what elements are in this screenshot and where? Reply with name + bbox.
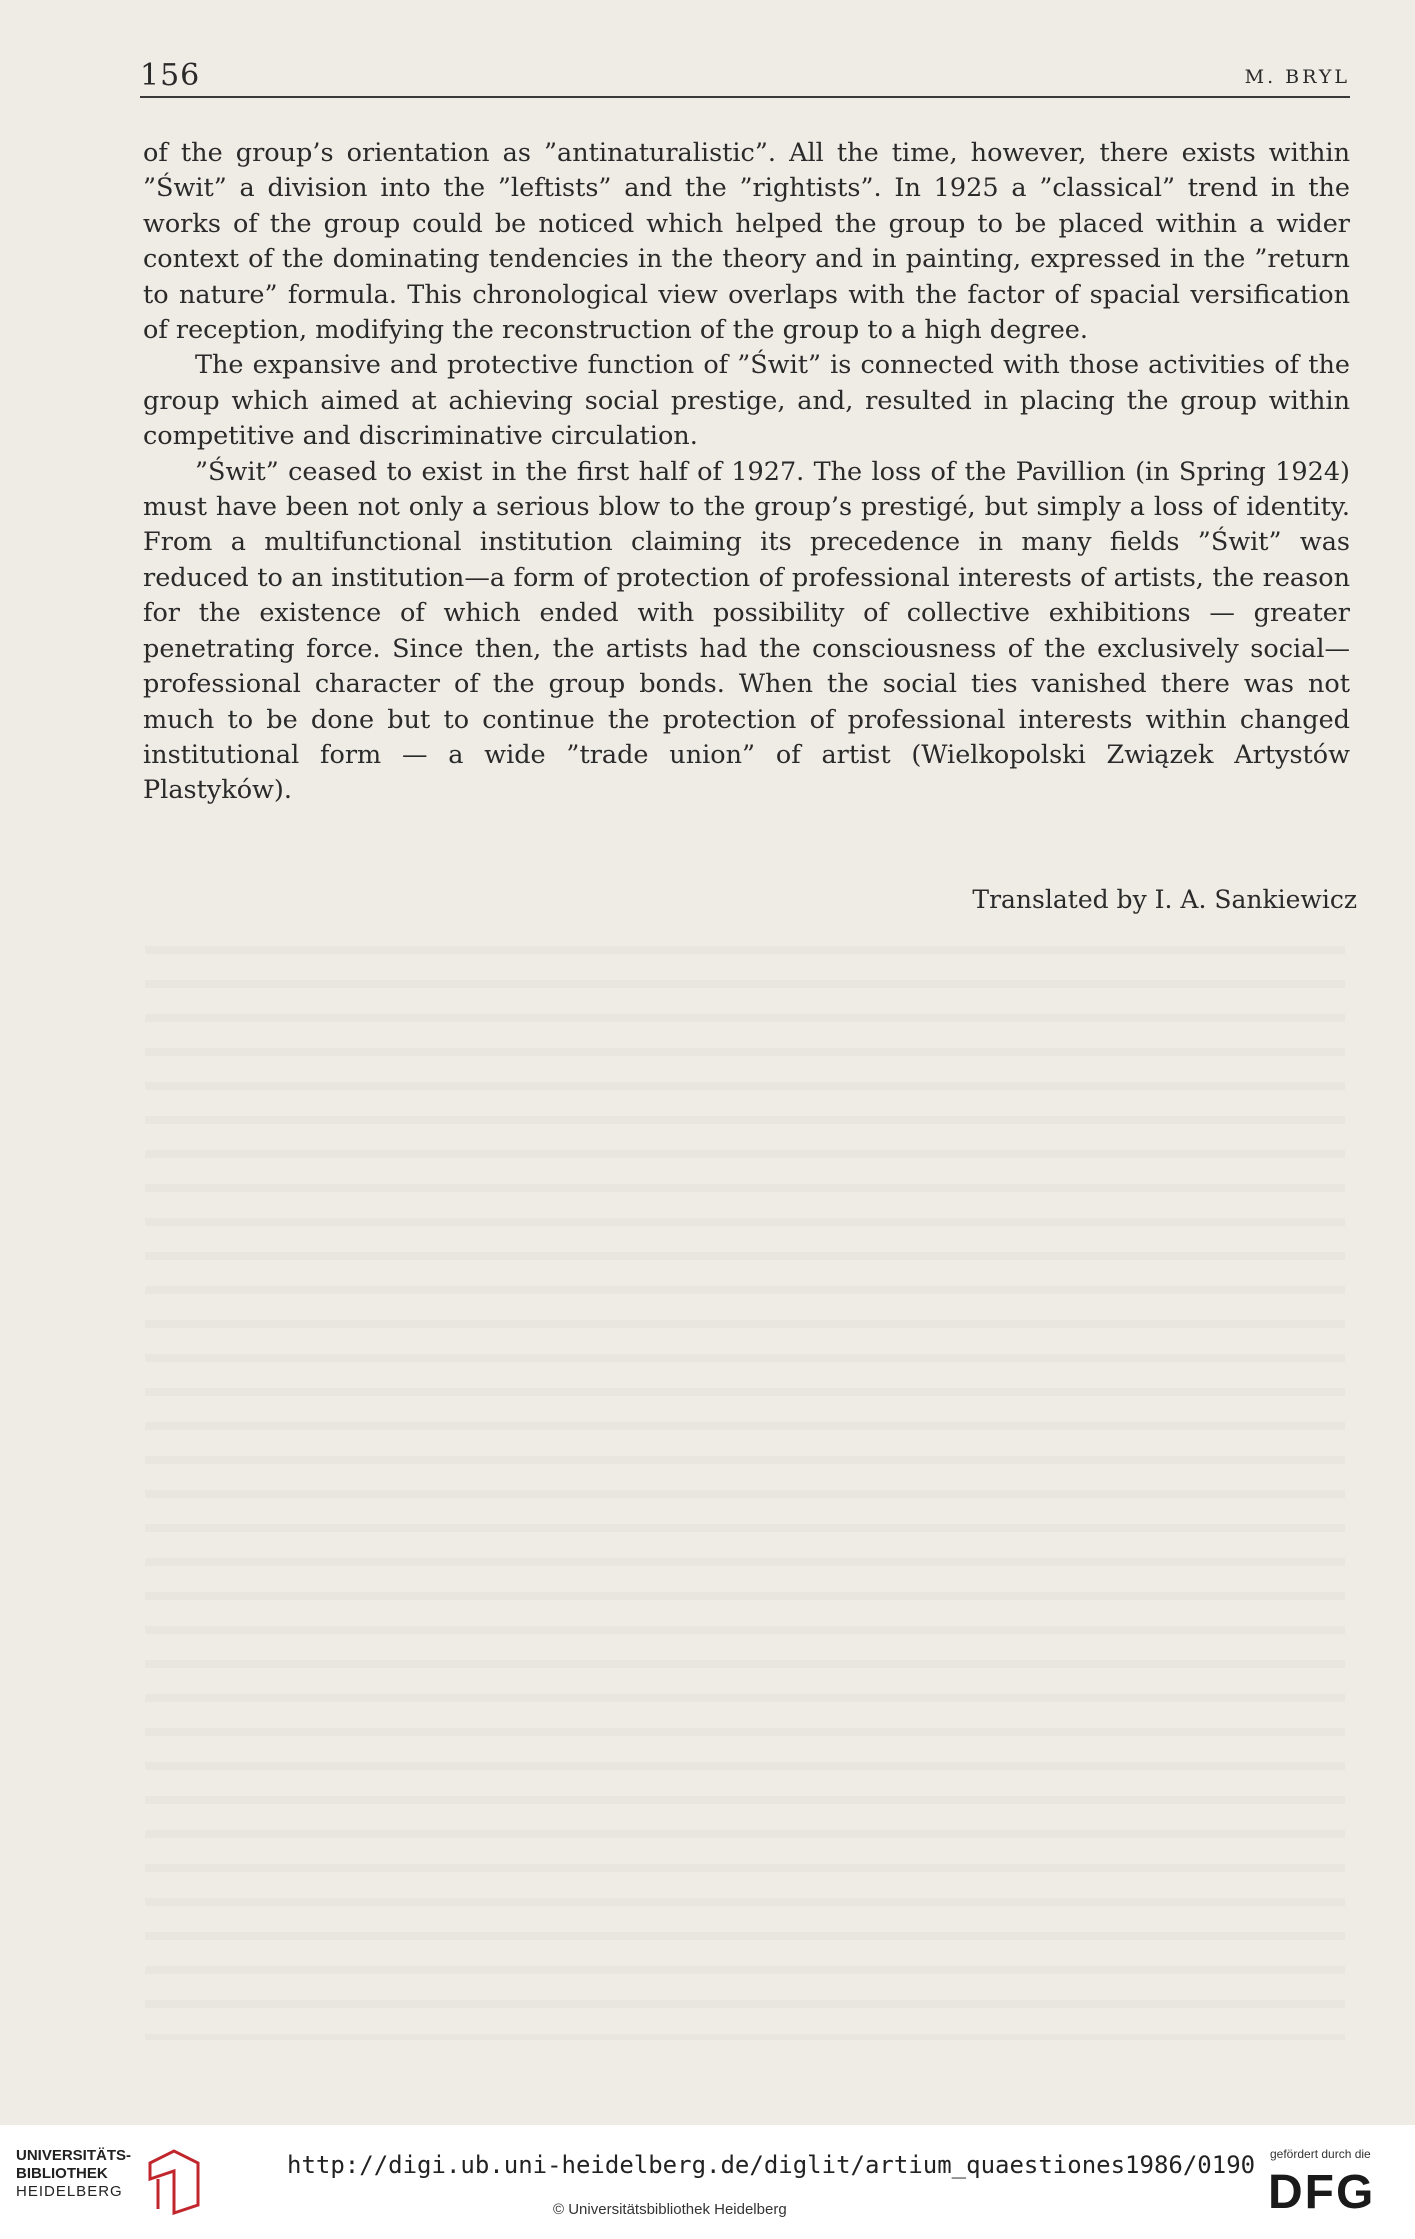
header-rule bbox=[140, 96, 1350, 98]
footer-bar bbox=[0, 2125, 1415, 2239]
paragraph: of the group’s orientation as ”antinaturalistic”. All the time, however, there exists within ”Świt” a division into the ”leftists” and the ”rightists”. In 1925 a ”classical” trend in the works of the group could be noticed which helped the group to be placed within a wider context of the dominating tendencies in the theory and in painting, expressed in the ”return to nature” formula. This chronological view overlaps with the factor of spacial versification of reception, modifying the reconstruction of the group to a high degree. bbox=[143, 138, 1350, 346]
logo-line: HEIDELBERG bbox=[16, 2183, 123, 2200]
page-number: 156 bbox=[140, 58, 201, 93]
logo-line: BIBLIOTHEK bbox=[16, 2165, 108, 2182]
page-header bbox=[140, 58, 1350, 98]
permalink-url[interactable]: http://digi.ub.uni-heidelberg.de/diglit/artium_quaestiones1986/0190 bbox=[287, 2151, 1256, 2179]
paragraph: The expansive and protective function of ”Świt” is connected with those activities of the group which aimed at achieving social prestige, and, resulted in placing the group within competitive and discriminative circulation. bbox=[143, 350, 1350, 452]
funding-caption: gefördert durch die bbox=[1270, 2147, 1371, 2161]
show-through-texture bbox=[145, 920, 1345, 2040]
running-head: M. BRYL bbox=[1244, 66, 1350, 88]
logo-line: UNIVERSITÄTS- bbox=[16, 2147, 132, 2164]
paragraph: ”Świt” ceased to exist in the first half of 1927. The loss of the Pavillion (in Spring 1924) must have been not only a serious blow to the group’s prestigé, but simply a loss of identity. From a multifunctional institution claiming its precedence in many fields ”Świt” was reduced to an institution—a form of protection of professional interests of artists, the reason for the existence of which ended with possibility of collective exhibitions — greater penetrating force. Since then, the artists had the consciousness of the exclusively social—professional character of the group bonds. When the social ties vanished there was not much to be done but to continue the protection of professional interests within changed institutional form — a wide ”trade union” of artist (Wielkopolski Związek Artystów Plastyków). bbox=[143, 456, 1350, 806]
copyright-notice: © Universitätsbibliothek Heidelberg bbox=[553, 2201, 787, 2218]
university-library-logo[interactable] bbox=[16, 2147, 206, 2217]
library-emblem-icon bbox=[144, 2149, 204, 2215]
article-body bbox=[143, 136, 1350, 809]
translator-credit: Translated by I. A. Sankiewicz bbox=[972, 885, 1357, 914]
dfg-logo[interactable]: DFG bbox=[1268, 2166, 1376, 2219]
